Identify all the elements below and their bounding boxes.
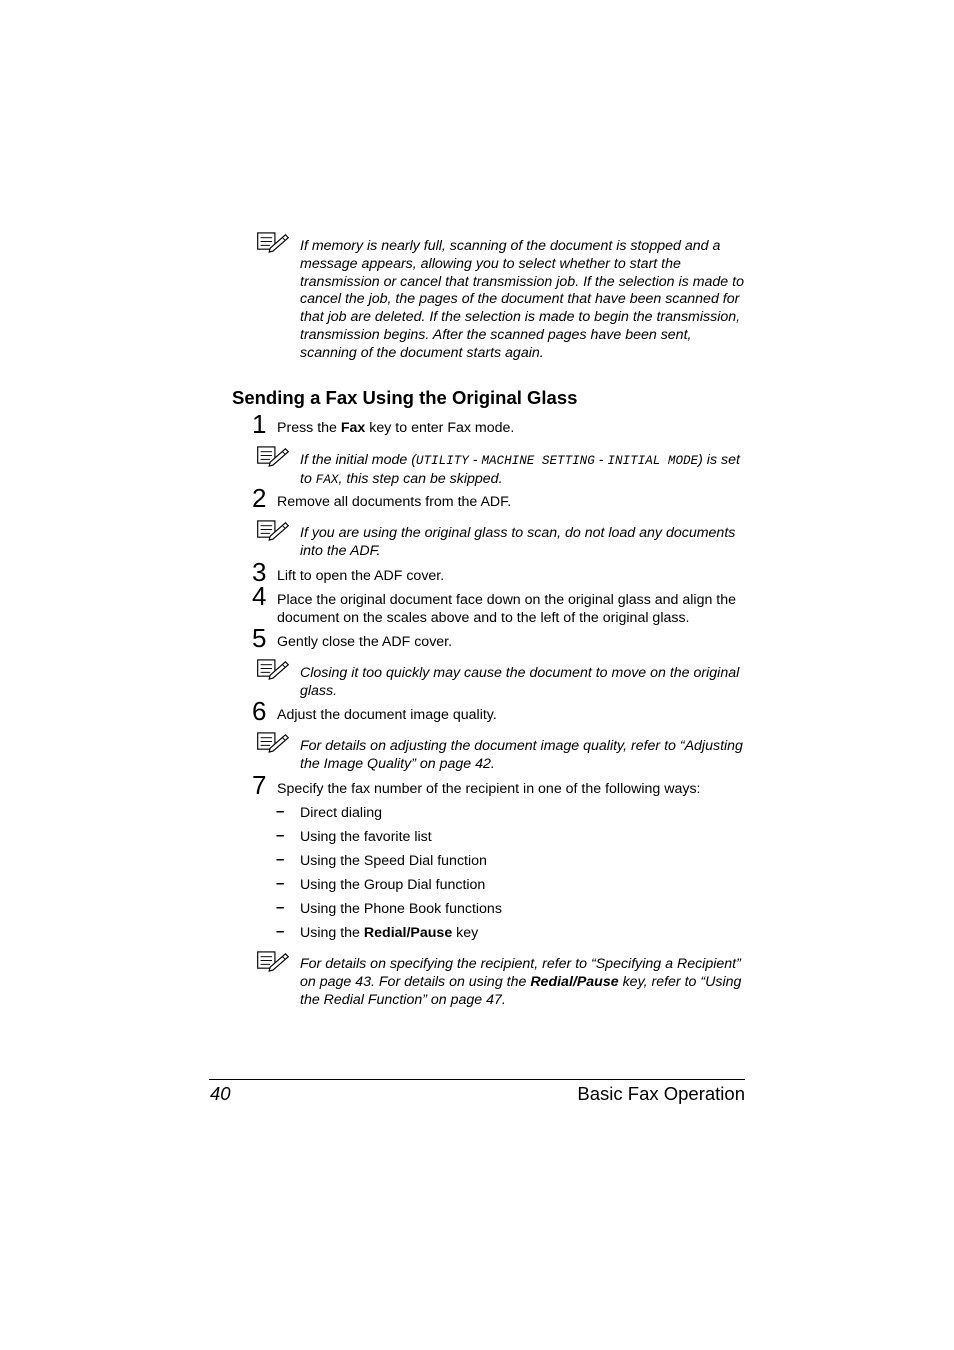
step-text-5: Gently close the ADF cover.	[277, 634, 453, 650]
fax-mode-label: FAX	[315, 472, 339, 487]
separator: -	[468, 452, 482, 468]
step-number-5: 5	[252, 623, 267, 653]
list-item-pre: Using the	[300, 925, 364, 941]
note-recipient	[300, 956, 746, 1009]
step-number-3: 3	[252, 557, 267, 587]
step-1-post: key to enter Fax mode.	[365, 420, 515, 436]
machine-setting-label: MACHINE SETTING	[481, 454, 595, 468]
note-icon	[256, 658, 290, 680]
note-memory-full: If memory is nearly full, scanning of the document is stopped and a message appears, allowing you to select whether to start the transmission or cancel that transmission job. If the selection is made to cancel the job, the pages of the document that have been scanned for that job are deleted. If the selection is made to begin the transmission, transmission begins. After the scanned pages have been sent, scanning of the document starts again.	[300, 238, 744, 361]
step-number-7: 7	[252, 770, 267, 800]
step-1-pre: Press the	[277, 420, 341, 436]
separator: -	[594, 452, 608, 468]
note-icon	[256, 231, 290, 253]
note-icon	[256, 731, 290, 753]
list-item-post: key	[452, 925, 479, 941]
bullet-dash: –	[276, 875, 285, 892]
step-number-6: 6	[252, 696, 267, 726]
step-text-6: Adjust the document image quality.	[277, 707, 497, 723]
note-recipient-post: key, refer to “Using the Redial Function” on page 47.	[300, 973, 742, 1008]
note-recipient-pre: For details on specifying the recipient, refer to “Specifying a Recipient” on page 43. For details on using the	[300, 956, 741, 990]
utility-label: UTILITY	[415, 454, 469, 468]
step-text-3: Lift to open the ADF cover.	[277, 568, 445, 584]
note-glass: If you are using the original glass to scan, do not load any documents into the ADF.	[300, 525, 736, 559]
bullet-dash: –	[276, 803, 285, 820]
list-item: Using the Phone Book functions	[300, 901, 502, 917]
note-icon	[256, 950, 290, 972]
step-text-4: Place the original document face down on the original glass and align the document on the scales above and to the left of the original glass.	[277, 592, 737, 626]
step-number-1: 1	[252, 409, 267, 439]
list-item: Using the Group Dial function	[300, 877, 486, 893]
step-number-2: 2	[252, 483, 267, 513]
note-initial-mode-mid: ) is set to	[300, 452, 740, 487]
list-item: Using the favorite list	[300, 829, 432, 845]
redial-pause-key-label: Redial/Pause	[530, 973, 619, 990]
note-closing: Closing it too quickly may cause the document to move on the original glass.	[300, 665, 740, 699]
bullet-dash: –	[276, 851, 285, 868]
note-image-quality: For details on adjusting the document image quality, refer to “Adjusting the Image Quality” on page 42.	[300, 738, 743, 772]
bullet-dash: –	[276, 827, 285, 844]
note-initial-mode-post: , this step can be skipped.	[338, 470, 503, 487]
step-number-4: 4	[252, 581, 267, 611]
bullet-dash: –	[276, 899, 285, 916]
footer-divider	[209, 1079, 745, 1080]
section-heading: Sending a Fax Using the Original Glass	[232, 387, 578, 408]
bullet-dash: –	[276, 923, 285, 940]
note-icon	[256, 445, 290, 467]
list-item: Direct dialing	[300, 805, 383, 821]
note-initial-mode	[300, 452, 746, 490]
footer-section-title: Basic Fax Operation	[577, 1083, 745, 1104]
list-item	[300, 925, 478, 942]
redial-pause-key-label: Redial/Pause	[363, 925, 453, 941]
list-item: Using the Speed Dial function	[300, 853, 487, 869]
step-text-1	[277, 420, 747, 438]
initial-mode-label: INITIAL MODE	[607, 454, 699, 468]
note-initial-mode-pre: If the initial mode (	[300, 452, 416, 468]
fax-key-label: Fax	[340, 420, 366, 436]
step-text-7: Specify the fax number of the recipient in one of the following ways:	[277, 781, 701, 797]
step-text-2: Remove all documents from the ADF.	[277, 494, 512, 510]
page-number: 40	[210, 1083, 231, 1104]
note-icon	[256, 519, 290, 541]
